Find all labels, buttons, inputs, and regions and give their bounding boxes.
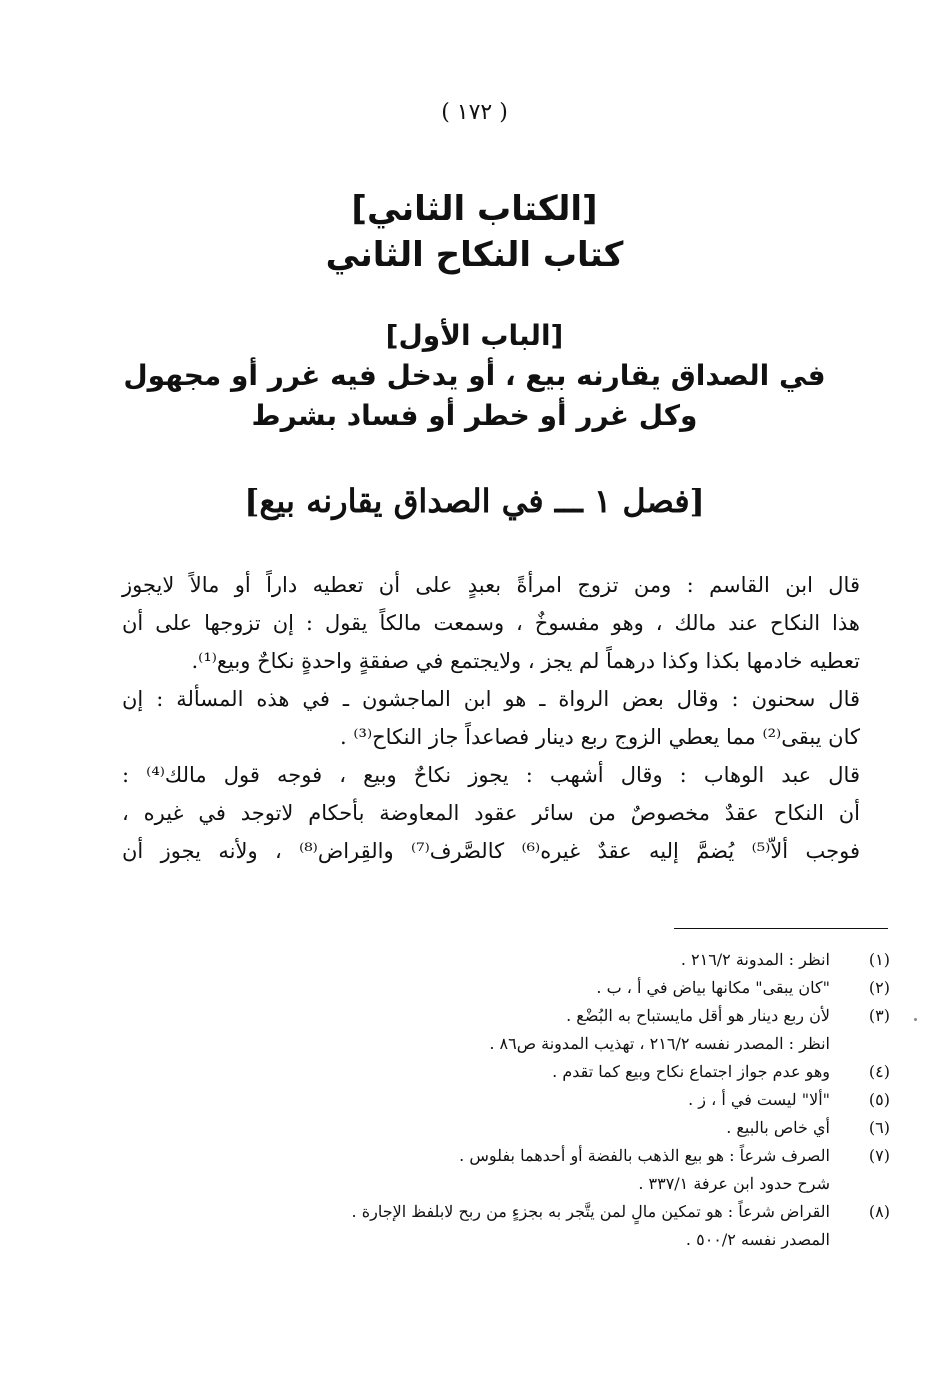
footnote-text: شرح حدود ابن عرفة ٣٣٧/١ .: [638, 1174, 830, 1193]
body-text: [122, 566, 890, 870]
footnote: [200, 1086, 890, 1114]
footnote-number: (٢): [868, 978, 890, 997]
footnote-text: انظر : المصدر نفسه ٢١٦/٢ ، تهذيب المدونة ص٨٦ .: [489, 1034, 830, 1053]
footnote-text: وهو عدم جواز اجتماع نكاح وبيع كما تقدم .: [552, 1062, 830, 1081]
footnote-text: المصدر نفسه ٥٠٠/٢ .: [685, 1230, 830, 1249]
footnote-number: (١): [868, 950, 890, 969]
book-heading-line-1: [الكتاب الثاني]: [351, 189, 598, 229]
paragraph-line: قال سحنون : وقال بعض الرواة ـ هو ابن الماجشون ـ في هذه المسألة : إن: [122, 687, 860, 711]
paragraph: [122, 756, 890, 870]
footnote-number: (٨): [868, 1202, 890, 1221]
footnote-text: "ألا" ليست في أ ، ز .: [688, 1090, 830, 1109]
paragraph-line: أن النكاح عقدٌ مخصوصٌ من سائر عقود المعاوضة بأحكام لاتوجد في غيره ،: [122, 801, 860, 825]
paragraph: [122, 566, 890, 680]
footnote-number: (٦): [868, 1118, 890, 1137]
chapter-heading: [0, 316, 949, 436]
chapter-heading-line-2: في الصداق يقارنه بيع ، أو يدخل فيه غرر أو مجهول: [123, 359, 826, 392]
footnote-number: (٥): [868, 1090, 890, 1109]
footnote: [200, 974, 890, 1002]
footnote-text: الصرف شرعاً : هو بيع الذهب بالفضة أو أحدهما بفلوس .: [459, 1146, 830, 1165]
footnote-text: القراض شرعاً : هو تمكين مالٍ لمن يتَّجر به بجزءٍ من ربح لابلفظ الإجارة .: [351, 1202, 830, 1221]
footnote: [200, 1198, 890, 1254]
footnote-text: "كان يبقى" مكانها بياض في أ ، ب .: [596, 978, 830, 997]
margin-speck: [914, 1018, 917, 1021]
book-heading-line-2: كتاب النكاح الثاني: [325, 235, 624, 275]
footnote: [200, 946, 890, 974]
chapter-heading-line-3: وكل غرر أو خطر أو فساد بشرط: [251, 399, 698, 432]
footnote-text: انظر : المدونة ٢١٦/٢ .: [680, 950, 830, 969]
footnote: [200, 1114, 890, 1142]
paragraph-line: فوجب ألاّ⁽⁵⁾ يُضمَّ إليه عقدٌ غيره⁽⁶⁾ كالصَّرف⁽⁷⁾ والقِراض⁽⁸⁾ ، ولأنه يجوز أن: [122, 839, 860, 863]
footnote-number: (٤): [868, 1062, 890, 1081]
footnotes: [200, 946, 890, 1254]
book-heading: [0, 186, 949, 278]
footnote-number: (٣): [868, 1006, 890, 1025]
paragraph-line: هذا النكاح عند مالك ، وهو مفسوخٌ ، وسمعت مالكاً يقول : إن تزوجها على أن: [122, 611, 860, 635]
paragraph-line: قال عبد الوهاب : وقال أشهب : يجوز نكاحٌ وبيع ، فوجه قول مالك⁽⁴⁾ :: [122, 763, 860, 787]
section-heading: [فصل ١ ـــ في الصداق يقارنه بيع]: [244, 482, 705, 520]
page-number: ( ١٧٢ ): [441, 100, 508, 125]
paragraph-line: كان يبقى⁽²⁾ مما يعطي الزوج ربع دينار فصاعداً جاز النكاح⁽³⁾ .: [340, 725, 860, 749]
footnote-divider: [674, 928, 888, 929]
footnote-number: (٧): [868, 1146, 890, 1165]
footnote: [200, 1002, 890, 1058]
paragraph-line: قال ابن القاسم : ومن تزوج امرأةً بعبدٍ على أن تعطيه داراً أو مالاً لايجوز: [122, 573, 860, 597]
paragraph: [122, 680, 890, 756]
footnote-text: أي خاص بالبيع .: [726, 1118, 830, 1137]
chapter-heading-line-1: [الباب الأول]: [385, 319, 564, 352]
footnote: [200, 1142, 890, 1198]
paragraph-line: تعطيه خادمها بكذا وكذا درهماً لم يجز ، ولايجتمع في صفقةٍ واحدةٍ نكاحٌ وبيع⁽¹⁾.: [191, 649, 860, 673]
footnote-text: لأن ربع دينار هو أقل مايستباح به البُضْع .: [566, 1006, 830, 1025]
footnote: [200, 1058, 890, 1086]
